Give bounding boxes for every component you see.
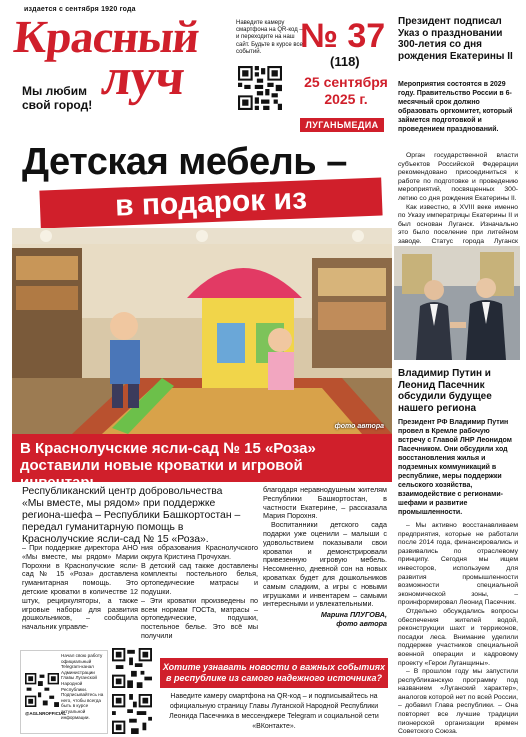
sub-headline-banner: В Краснолучские ясли-сад № 15 «Роза» доставили новые кроватки и игровой инвентарь	[12, 434, 392, 482]
issue-serial: (118)	[330, 54, 360, 69]
story1-body	[398, 152, 518, 255]
qr-site-note: Наведите камеру смартфона на QR-код – и переходите на наш сайт. Будьте в курсе всех событий.	[236, 20, 306, 55]
kindergarten-photo-image	[12, 228, 392, 434]
story2-paragraph: – В прошлом году мы запустили республиканскую программу под названием «Луганский характер», аналогов которой нет по всей России, – добавил Глава республики. – Она повторяет все лучшие традиции пионерской организации времен Советского Союза.	[398, 668, 518, 736]
site-qr-code-icon[interactable]	[238, 66, 282, 110]
news-source-instructions: Наведите камеру смартфона на QR-код – и подписывайтесь на официальную страницу Главы Луганской Народной Республики Леонида Пасечника в мессенджере Telegram и социальной сети «ВКонтакте».	[169, 693, 379, 730]
story1-headline: Президент подписал Указ о праздновании 300-летия со дня рождения Екатерины II	[398, 16, 513, 62]
telegram-handle: @AGLNROFFICIAL	[25, 711, 67, 716]
story1-paragraph: Орган государственной власти субъектов Российской Федерации рекомендовано присоединиться к работе по подготовке и проведению мероприятий, посвященных 300-летию со дня рождения Екатерины II.	[398, 152, 518, 202]
story2-paragraph: Отдельно обсуждались вопросы обеспечения жителей водой, реконструкции шахт и терриконов, посадки леса. Внимание уделили поддержке участников специальной военной операции и кадровому проекту «Герои Луганщины».	[398, 607, 518, 667]
vk-leader-qr-code-icon[interactable]	[112, 694, 152, 734]
putin-pasechnik-photo-image	[394, 246, 520, 360]
article-column-3	[263, 486, 387, 629]
masthead	[0, 0, 392, 140]
putin-pasechnik-photo	[394, 246, 520, 360]
kindergarten-photo	[12, 228, 392, 434]
article-paragraph: – Эти кроватки произведены по всем нормам ГОСТа, матрасы – ортопедические, подушки, постельное белье. Это всё мы получили	[141, 595, 258, 640]
founding-note: издается с сентября 1920 года	[24, 6, 136, 13]
story1-lead: Мероприятия состоятся в 2029 году. Правительство России в 6-месячный срок должно образовать оргкомитет, который займется подготовкой и проведением празднований.	[398, 81, 513, 133]
telegram-channel-text: Начал свою работу официальный Telegram-канал Администрации Главы Луганской Народной Республики. Подписывайтесь на него, чтобы всегда быть в курсе актуальной информации.	[61, 653, 104, 720]
article-paragraph: Воспитанники детского сада подарки уже оценили – малыши с удовольствием показывали свои кроватки и демонстрировали привезенную игровую мебель. Несомненно, дневной сон на новых кроватках будет для дошкольников самым сладким, а игры с новыми игрушками и инвентарем – самыми интересными и увлекательными.	[263, 520, 387, 609]
photo-credit: фото автора	[334, 423, 384, 430]
news-source-banner: Хотите узнавать новости о важных событиях в республике из самого надежного источника?	[160, 658, 388, 688]
headline-banner: в подарок из	[39, 177, 382, 228]
article-column-1: – При поддержке директора АНО «Мы вместе, мы рядом» Марии Порохни в Краснолучские ясли-сад № 15 «Роза» доставлена гуманитарная помощь. Это детские кроватки в количестве 12 штук, рециркуляторы, а также игровые наборы для развития дошкольников, – сообщила начальник управле-	[22, 543, 138, 632]
article-paragraph: ния образования Краснолучского округа Кристина Прочухан.	[141, 543, 258, 561]
logo-word-luch: луч	[99, 49, 187, 106]
right-sidebar	[394, 0, 526, 737]
telegram-leader-qr-code-icon[interactable]	[112, 648, 152, 688]
logo-word-krasny: Красный	[11, 11, 202, 62]
story2-body	[398, 522, 518, 737]
article-paragraph: В детский сад также доставлены комплекты постельного белья, ортопедические матрасы и подушки.	[141, 560, 258, 596]
story2-headline: Владимир Путин и Леонид Пасечник обсудили будущее нашего региона	[398, 368, 492, 414]
article-column-2	[141, 544, 258, 641]
story2-lead: Президент РФ Владимир Путин провел в Кремле рабочую встречу с Главой ЛНР Леонидом Пасечником. Они обсудили ход восстановления жилья и подземных коммуникаций в республике, меры поддержки сельского хозяйства, взаимодействие с регионами-шефами и развитие промышленности.	[398, 419, 512, 516]
lugan-media-badge: ЛУГАНЬМЕДИА	[300, 118, 384, 132]
article-paragraph: благодаря неравнодушным жителям Республики Башкортостан, в частности Екатерине, – рассказала Мария Порохня.	[263, 485, 387, 521]
story1-paragraph: Как известно, в XVIII веке именно по Указу императрицы Екатерины II и был основан Луганск. Изначально это было поселение при литейном заводе. Статус города Луганск	[398, 203, 518, 245]
article-lead: Республиканский центр добровольчества «Мы вместе, мы рядом» при поддержке региона-шефа – Республики Башкортостан – передал гуманитарную помощь в Краснолучские ясли-сад № 15 «Роза».	[22, 486, 241, 545]
slogan: Мы любим свой город!	[22, 84, 93, 112]
telegram-channel-ad	[20, 650, 108, 734]
telegram-qr-code-icon[interactable]	[25, 673, 59, 707]
issue-date: 25 сентября 2025 г.	[304, 74, 388, 107]
main-headline: Детская мебель –	[22, 141, 347, 183]
author-role: фото автора	[336, 618, 387, 628]
story2-paragraph: – Мы активно восстанавливаем предприятия, которые не работали после 2014 года, финансировались и развивались по отраслевому принципу. Сегодня мы ищем инвесторов, используем для развития промышленности возможности специальной экономической зоны, – проинформировал Леонид Пасечник.	[398, 522, 518, 607]
issue-number: № 37	[300, 17, 386, 55]
author-name: Марина ПЛУГОВА,	[320, 610, 387, 620]
author-signature	[263, 611, 387, 629]
